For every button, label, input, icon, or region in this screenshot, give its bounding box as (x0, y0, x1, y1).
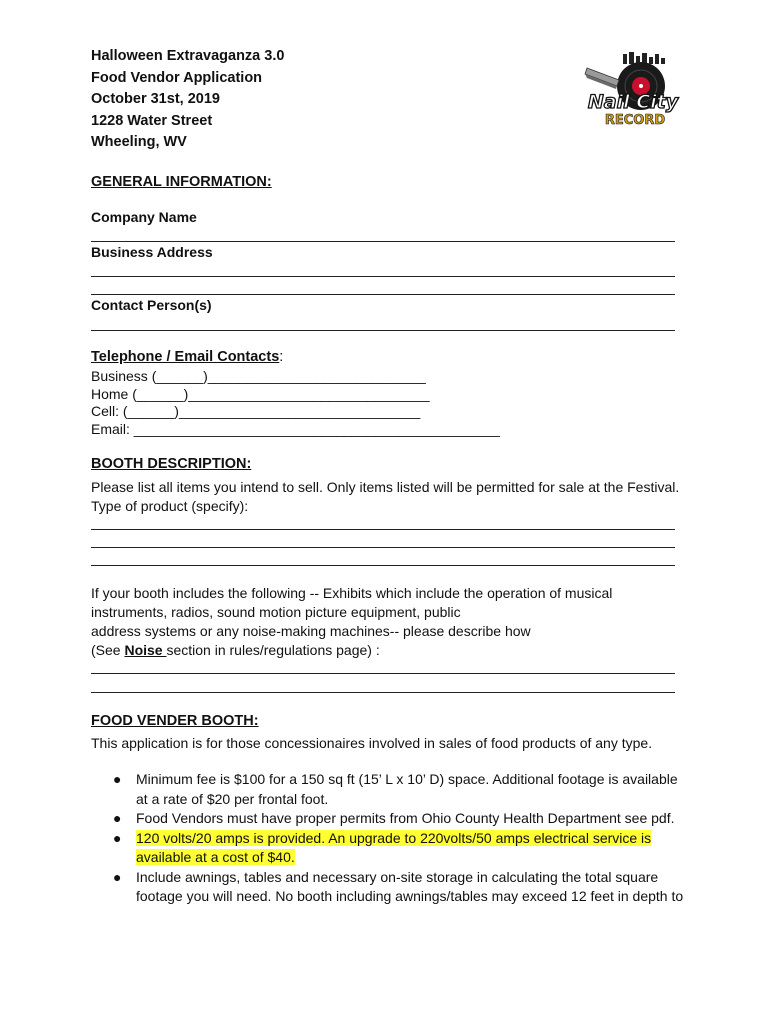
telephone-email-title: Telephone / Email Contacts (91, 349, 280, 365)
company-name-label: Company Name (91, 209, 197, 225)
bullet-icon: ● (113, 771, 122, 787)
telephone-email-colon: : (279, 349, 284, 365)
fee-text-cont: at a rate of $20 per frontal foot. (136, 790, 329, 807)
food-vender-heading: FOOD VENDER BOOTH: (91, 713, 259, 729)
bullet-icon: ● (113, 829, 122, 846)
noise-text-4-suffix: section in rules/regulations page) : (166, 642, 380, 658)
business-address-label: Business Address (91, 244, 213, 260)
event-city: Wheeling, WV (91, 134, 187, 150)
booth-description-heading: BOOTH DESCRIPTION: (91, 456, 252, 472)
noise-field-1[interactable] (91, 673, 675, 674)
telephone-email-heading (91, 349, 283, 365)
contact-person-label: Contact Person(s) (91, 297, 212, 313)
contact-person-field[interactable] (91, 330, 675, 331)
general-info-heading: GENERAL INFORMATION: (91, 174, 272, 190)
noise-text-2: instruments, radios, sound motion picture equipment, public (91, 604, 461, 620)
business-address-field-1[interactable] (91, 276, 675, 277)
list-item (91, 829, 691, 868)
fee-text: Minimum fee is $100 for a 150 sq ft (15’ L x 10’ D) space. Additional footage is available (136, 771, 678, 787)
noise-text-4-prefix: (See (91, 642, 125, 658)
bullet-icon: ● (113, 868, 122, 885)
nail-city-record-logo (583, 50, 683, 130)
event-header (91, 46, 284, 154)
awnings-text-cont: footage you will need. No booth including awnings/tables may exceed 12 feet in depth to (136, 888, 684, 904)
event-date: October 31st, 2019 (91, 91, 220, 107)
home-phone-field[interactable]: Home (______)_______________________________ (91, 386, 430, 402)
event-street: 1228 Water Street (91, 112, 213, 129)
food-requirements-list (91, 770, 691, 907)
list-item (91, 809, 691, 829)
permits-text: Food Vendors must have proper permits from Ohio County Health Department see pdf. (136, 810, 675, 826)
logo-text-top: Nail City (587, 91, 679, 113)
booth-instructions: Please list all items you intend to sell. Only items listed will be permitted for sale at the Festival. (91, 479, 680, 495)
noise-text-3: address systems or any noise-making machines-- please describe how (91, 623, 531, 639)
product-field-1[interactable] (91, 529, 675, 530)
awnings-text: Include awnings, tables and necessary on-site storage in calculating the total square (136, 868, 659, 885)
list-item (91, 770, 691, 809)
event-title: Halloween Extravaganza 3.0 (91, 48, 285, 64)
product-field-3[interactable] (91, 565, 675, 566)
electrical-text: 120 volts/20 amps is provided. An upgrade to 220volts/50 amps electrical service is (136, 829, 652, 846)
noise-text-1: If your booth includes the following -- Exhibits which include the operation of musical (91, 585, 613, 601)
business-address-field-2[interactable] (91, 294, 675, 295)
bullet-icon: ● (113, 810, 122, 826)
email-field[interactable]: Email: _______________________________________________ (91, 421, 500, 437)
noise-field-2[interactable] (91, 692, 675, 693)
logo-text-bottom: RECORD (604, 113, 666, 128)
food-intro: This application is for those concessionaires involved in sales of food products of any type. (91, 735, 653, 751)
company-name-field[interactable] (91, 241, 675, 242)
application-title: Food Vendor Application (91, 69, 263, 86)
electrical-text-cont: available at a cost of $40. (136, 849, 295, 865)
noise-text-4 (91, 642, 380, 658)
product-type-label: Type of product (specify): (91, 498, 249, 514)
business-phone-field[interactable]: Business (______)____________________________ (91, 368, 426, 384)
product-field-2[interactable] (91, 547, 675, 548)
noise-section-link: Noise (124, 642, 167, 658)
cell-phone-field[interactable]: Cell: (______)_______________________________ (91, 403, 421, 419)
list-item (91, 868, 691, 907)
